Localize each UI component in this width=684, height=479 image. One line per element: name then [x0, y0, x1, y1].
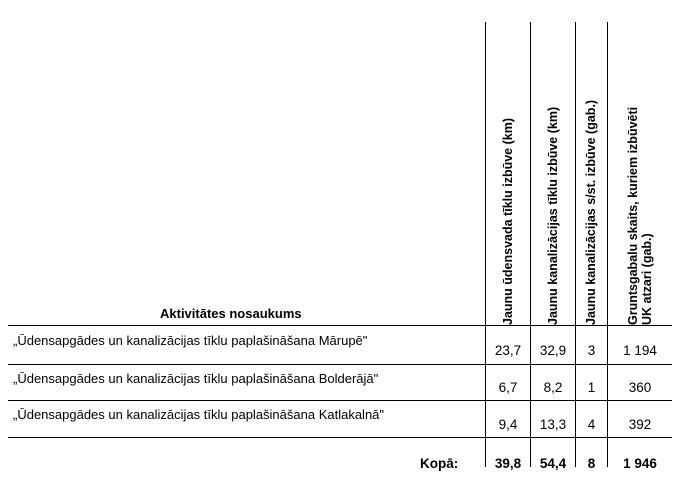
- header-column-1: Jaunu ūdensvada tīklu izbūve (km): [501, 118, 515, 325]
- header-column-4-line-2: UK atzari (gab.): [640, 233, 654, 325]
- grid-hline-header: [8, 325, 672, 326]
- row-pump-stations: 3: [587, 343, 596, 358]
- row-water-km: 9,4: [498, 417, 518, 432]
- row-sewer-km: 32,9: [539, 343, 567, 358]
- header-column-3: Jaunu kanalizācijas s/st. izbūve (gab.): [584, 99, 598, 325]
- grid-hline-row-1: [8, 364, 672, 365]
- header-column-2: Jaunu kanalizācijas tīklu izbūve (km): [546, 106, 560, 325]
- row-activity-name: „Ūdensapgādes un kanalizācijas tīklu paplašināšana Mārupē": [13, 333, 368, 348]
- row-water-km: 23,7: [494, 343, 522, 358]
- header-column-1-cell: [486, 22, 530, 325]
- total-pump-stations: 8: [587, 456, 596, 471]
- total-plots: 1 946: [623, 456, 657, 471]
- row-activity-name: „Ūdensapgādes un kanalizācijas tīklu paplašināšana Katlakalnā": [13, 407, 385, 422]
- header-column-4-line-1: Gruntsgabalu skaits, kuriem izbūvēti: [626, 106, 640, 325]
- row-plots: 1 194: [623, 343, 657, 358]
- row-plots: 392: [628, 417, 652, 432]
- header-column-2-cell: [531, 22, 575, 325]
- row-activity-name: „Ūdensapgādes un kanalizācijas tīklu paplašināšana Bolderājā": [13, 371, 379, 386]
- row-pump-stations: 1: [587, 380, 596, 395]
- header-column-3-cell: [576, 22, 607, 325]
- grid-hline-row-3: [8, 437, 672, 438]
- header-column-4-cell: [608, 22, 672, 325]
- row-plots: 360: [628, 380, 652, 395]
- total-water-km: 39,8: [494, 456, 522, 471]
- row-sewer-km: 8,2: [543, 380, 563, 395]
- row-water-km: 6,7: [498, 380, 518, 395]
- row-sewer-km: 13,3: [539, 417, 567, 432]
- header-activity-name: Aktivitātes nosaukums: [160, 306, 302, 321]
- total-label: Kopā:: [420, 456, 459, 471]
- grid-hline-row-2: [8, 400, 672, 401]
- total-sewer-km: 54,4: [539, 456, 567, 471]
- row-pump-stations: 4: [587, 417, 596, 432]
